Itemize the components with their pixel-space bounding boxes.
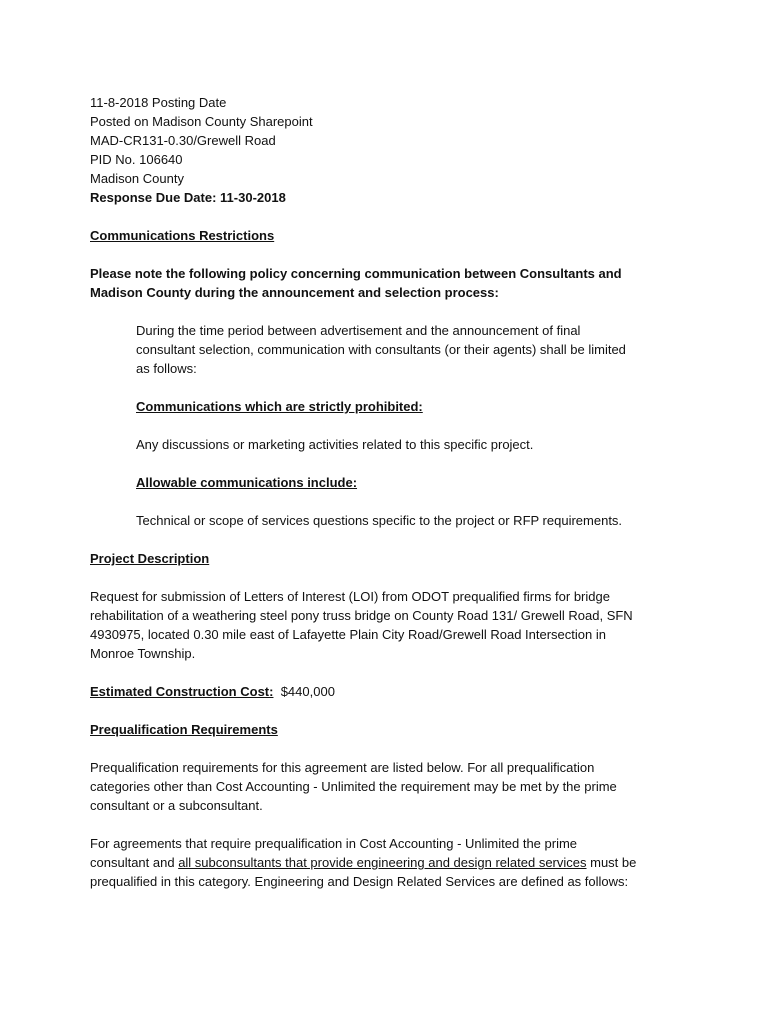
estimated-cost-value: $440,000 xyxy=(280,684,335,699)
posted-on: Posted on Madison County Sharepoint xyxy=(90,114,313,129)
document-page xyxy=(90,93,690,891)
prequal-p1-line-2: categories other than Cost Accounting - Unlimited the requirement may be met by the prime xyxy=(90,779,617,794)
pid-number: PID No. 106640 xyxy=(90,152,183,167)
prequal-p2-line-2-pre: consultant and xyxy=(90,855,179,870)
prohibited-heading: Communications which are strictly prohibited: xyxy=(136,399,423,414)
period-line-1: During the time period between advertisement and the announcement of final xyxy=(136,323,581,338)
posting-date: 11-8-2018 Posting Date xyxy=(90,95,227,110)
prequal-p2-line-1: For agreements that require prequalification in Cost Accounting - Unlimited the prime xyxy=(90,836,578,851)
project-line-2: rehabilitation of a weathering steel pony truss bridge on County Road 131/ Grewell Road, SFN xyxy=(90,608,633,623)
prequalification-paragraph-1 xyxy=(90,758,690,815)
estimated-cost-label: Estimated Construction Cost: xyxy=(90,684,274,699)
project-description-heading: Project Description xyxy=(90,551,210,566)
policy-note-line-2: Madison County during the announcement and selection process: xyxy=(90,285,499,300)
project-description-paragraph xyxy=(90,587,690,663)
allowable-heading: Allowable communications include: xyxy=(136,475,358,490)
project-line-1: Request for submission of Letters of Interest (LOI) from ODOT prequalified firms for bridge xyxy=(90,589,610,604)
project-line-4: Monroe Township. xyxy=(90,646,196,661)
prequal-p1-line-1: Prequalification requirements for this agreement are listed below. For all prequalification xyxy=(90,760,595,775)
response-due-date: Response Due Date: 11-30-2018 xyxy=(90,190,286,205)
communication-period-paragraph xyxy=(90,321,690,530)
prohibited-text: Any discussions or marketing activities related to this specific project. xyxy=(136,437,534,452)
policy-note-line-1: Please note the following policy concerning communication between Consultants and xyxy=(90,266,622,281)
prequalification-paragraph-2 xyxy=(90,834,690,891)
project-code: MAD-CR131-0.30/Grewell Road xyxy=(90,133,276,148)
project-line-3: 4930975, located 0.30 mile east of Lafayette Plain City Road/Grewell Road Intersection in xyxy=(90,627,606,642)
prequal-p2-line-2-post: must be xyxy=(586,855,637,870)
prequal-p2-underlined: all subconsultants that provide engineering and design related services xyxy=(178,855,587,870)
county-name: Madison County xyxy=(90,171,184,186)
allowable-text: Technical or scope of services questions specific to the project or RFP requirements. xyxy=(136,513,623,528)
prequalification-heading: Prequalification Requirements xyxy=(90,722,278,737)
prequal-p2-line-3: prequalified in this category. Engineering and Design Related Services are defined as follows: xyxy=(90,874,629,889)
communications-restrictions-heading: Communications Restrictions xyxy=(90,228,275,243)
header-block xyxy=(90,93,690,207)
prequal-p2-line-2 xyxy=(90,853,690,872)
period-line-2: consultant selection, communication with consultants (or their agents) shall be limited xyxy=(136,342,626,357)
estimated-cost xyxy=(90,682,690,701)
prequal-p1-line-3: consultant or a subconsultant. xyxy=(90,798,263,813)
period-line-3: as follows: xyxy=(136,361,197,376)
